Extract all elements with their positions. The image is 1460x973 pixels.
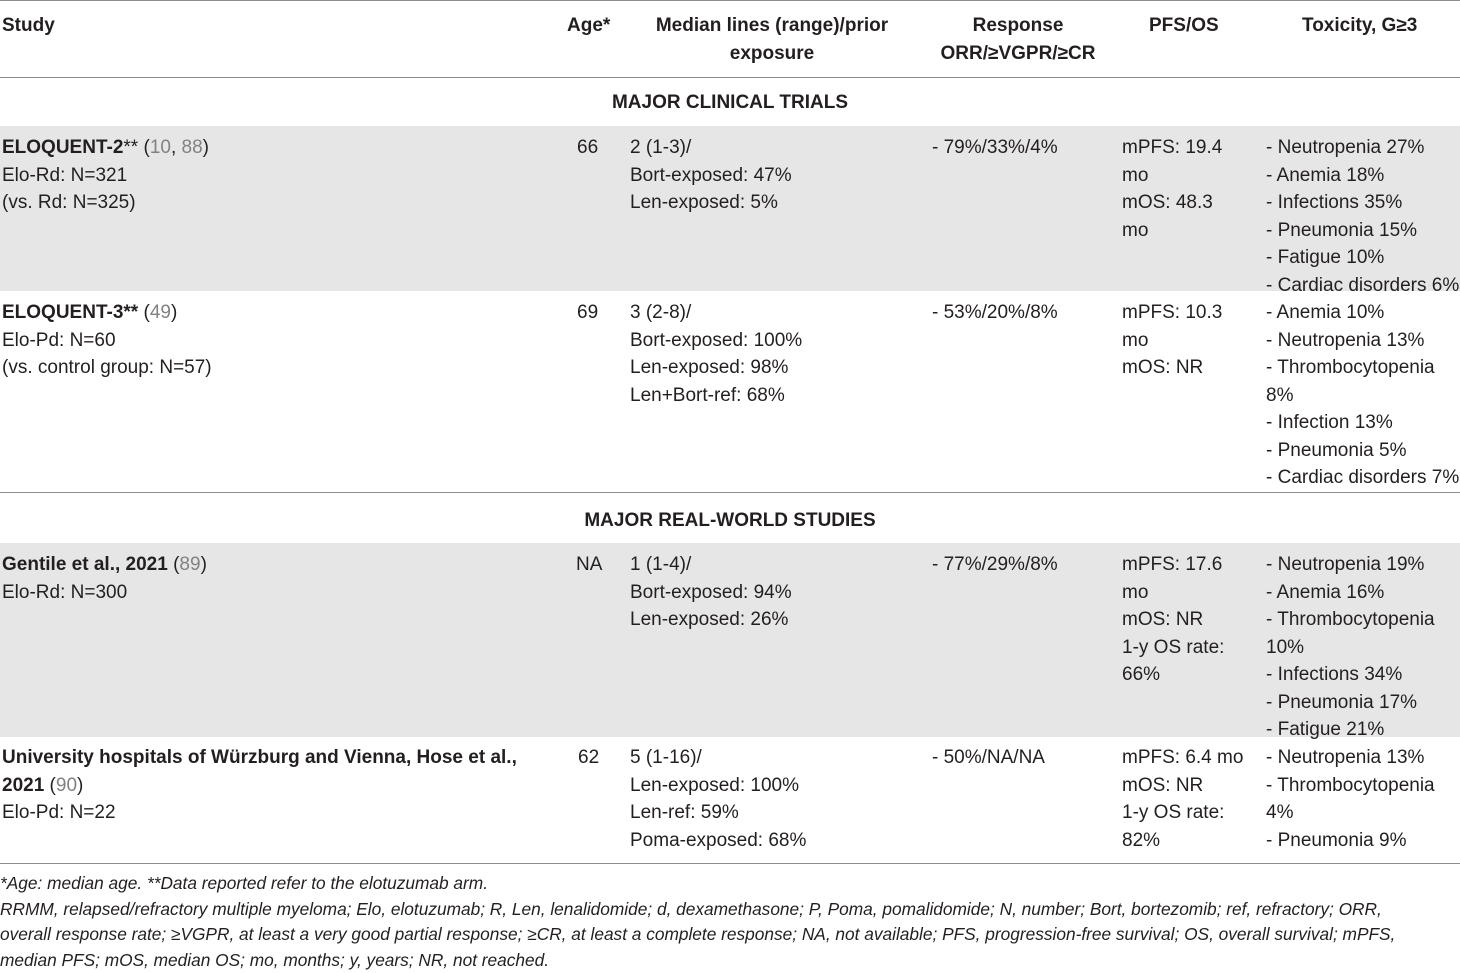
pfs-os-cell: mPFS: 19.4 mo mOS: 48.3 mo (1122, 134, 1222, 244)
table-row (0, 291, 1460, 491)
header-study: Study (2, 12, 55, 40)
table-bottom-border (0, 863, 1460, 864)
pfs-os-cell: mPFS: 17.6 mo mOS: NR 1-y OS rate: 66% (1122, 551, 1224, 689)
study-name: ELOQUENT-2 (2, 137, 123, 158)
table-top-border (0, 0, 1460, 1)
study-cell: University hospitals of Würzburg and Vienna, Hose et al., 2021 (90) Elo-Pd: N=22 (2, 744, 517, 827)
age-cell: NA (576, 551, 602, 579)
header-pfs-os: PFS/OS (1149, 12, 1219, 40)
study-detail: Elo-Rd: N=300 (2, 579, 207, 607)
response-cell: - 77%/29%/8% (932, 551, 1058, 579)
median-cell: 5 (1-16)/ Len-exposed: 100% Len-ref: 59% Poma-exposed: 68% (630, 744, 806, 854)
median-cell: 2 (1-3)/ Bort-exposed: 47% Len-exposed: 5% (630, 134, 792, 217)
study-detail: Elo-Pd: N=22 (2, 799, 517, 827)
response-cell: - 50%/NA/NA (932, 744, 1045, 772)
header-response-2: ORR/≥VGPR/≥CR (918, 40, 1118, 68)
table-row (0, 737, 1460, 862)
footnote-line: median PFS; mOS, median OS; mo, months; y, years; NR, not reached. (0, 948, 1460, 973)
reference-link[interactable]: 89 (179, 554, 200, 575)
study-detail: (vs. control group: N=57) (2, 354, 212, 382)
study-detail: Elo-Pd: N=60 (2, 327, 212, 355)
median-cell: 1 (1-4)/ Bort-exposed: 94% Len-exposed: 26% (630, 551, 792, 634)
pfs-os-cell: mPFS: 10.3 mo mOS: NR (1122, 299, 1222, 382)
reference-link[interactable]: 10 (150, 137, 171, 158)
toxicity-cell: - Neutropenia 19% - Anemia 16% - Thrombocytopenia 10% - Infections 34% - Pneumonia 17% - Fatigue 21% (1266, 551, 1435, 744)
response-cell: - 79%/33%/4% (932, 134, 1058, 162)
header-response-1: Response (918, 12, 1118, 40)
study-detail: (vs. Rd: N=325) (2, 189, 209, 217)
age-cell: 69 (577, 299, 598, 327)
toxicity-cell: - Neutropenia 13% - Thrombocytopenia 4% - Pneumonia 9% (1266, 744, 1435, 854)
median-cell: 3 (2-8)/ Bort-exposed: 100% Len-exposed: 98% Len+Bort-ref: 68% (630, 299, 802, 409)
footnote-line: *Age: median age. **Data reported refer to the elotuzumab arm. (0, 871, 1460, 897)
header-bottom-border (0, 77, 1460, 78)
response-cell: - 53%/20%/8% (932, 299, 1058, 327)
reference-link[interactable]: 49 (150, 302, 171, 323)
study-stars: ** (123, 137, 138, 158)
study-name: Gentile et al., 2021 (2, 554, 168, 575)
age-cell: 62 (578, 744, 599, 772)
section-real-world: MAJOR REAL-WORLD STUDIES (0, 507, 1460, 534)
study-name: ELOQUENT-3** (2, 302, 138, 323)
section-clinical-trials: MAJOR CLINICAL TRIALS (0, 89, 1460, 116)
pfs-os-cell: mPFS: 6.4 mo mOS: NR 1-y OS rate: 82% (1122, 744, 1243, 854)
header-response (918, 12, 1118, 67)
table-row (0, 543, 1460, 737)
study-cell: ELOQUENT-2** (10, 88) Elo-Rd: N=321 (vs. Rd: N=325) (2, 134, 209, 217)
study-name-cont: 2021 (2, 775, 44, 796)
toxicity-cell: - Neutropenia 27% - Anemia 18% - Infections 35% - Pneumonia 15% - Fatigue 10% - Cardiac disorders 6% (1266, 134, 1459, 299)
section-divider (0, 492, 1460, 493)
table-row (0, 126, 1460, 291)
reference-link[interactable]: 90 (56, 775, 77, 796)
header-median-lines-2: exposure (640, 40, 904, 68)
study-cell: Gentile et al., 2021 (89) Elo-Rd: N=300 (2, 551, 207, 606)
study-cell: ELOQUENT-3** (49) Elo-Pd: N=60 (vs. control group: N=57) (2, 299, 212, 382)
toxicity-cell: - Anemia 10% - Neutropenia 13% - Thrombocytopenia 8% - Infection 13% - Pneumonia 5% - Cardiac disorders 7% (1266, 299, 1459, 492)
header-median-lines-1: Median lines (range)/prior (640, 12, 904, 40)
study-name: University hospitals of Würzburg and Vienna, Hose et al., (2, 744, 517, 772)
header-toxicity: Toxicity, G≥3 (1302, 12, 1417, 40)
age-cell: 66 (577, 134, 598, 162)
reference-link[interactable]: 88 (182, 137, 203, 158)
footnote-line: RRMM, relapsed/refractory multiple myeloma; Elo, elotuzumab; R, Len, lenalidomide; d, dexamethasone; P, Poma, pomalidomide; N, number; Bort, bortezomib; ref, refractory; ORR, (0, 897, 1460, 923)
study-detail: Elo-Rd: N=321 (2, 162, 209, 190)
header-median-lines (640, 12, 904, 67)
footnotes (0, 871, 1460, 973)
footnote-line: overall response rate; ≥VGPR, at least a very good partial response; ≥CR, at least a complete response; NA, not available; PFS, progression-free survival; OS, overall survival; mPFS, (0, 922, 1460, 948)
header-age: Age* (567, 12, 610, 40)
